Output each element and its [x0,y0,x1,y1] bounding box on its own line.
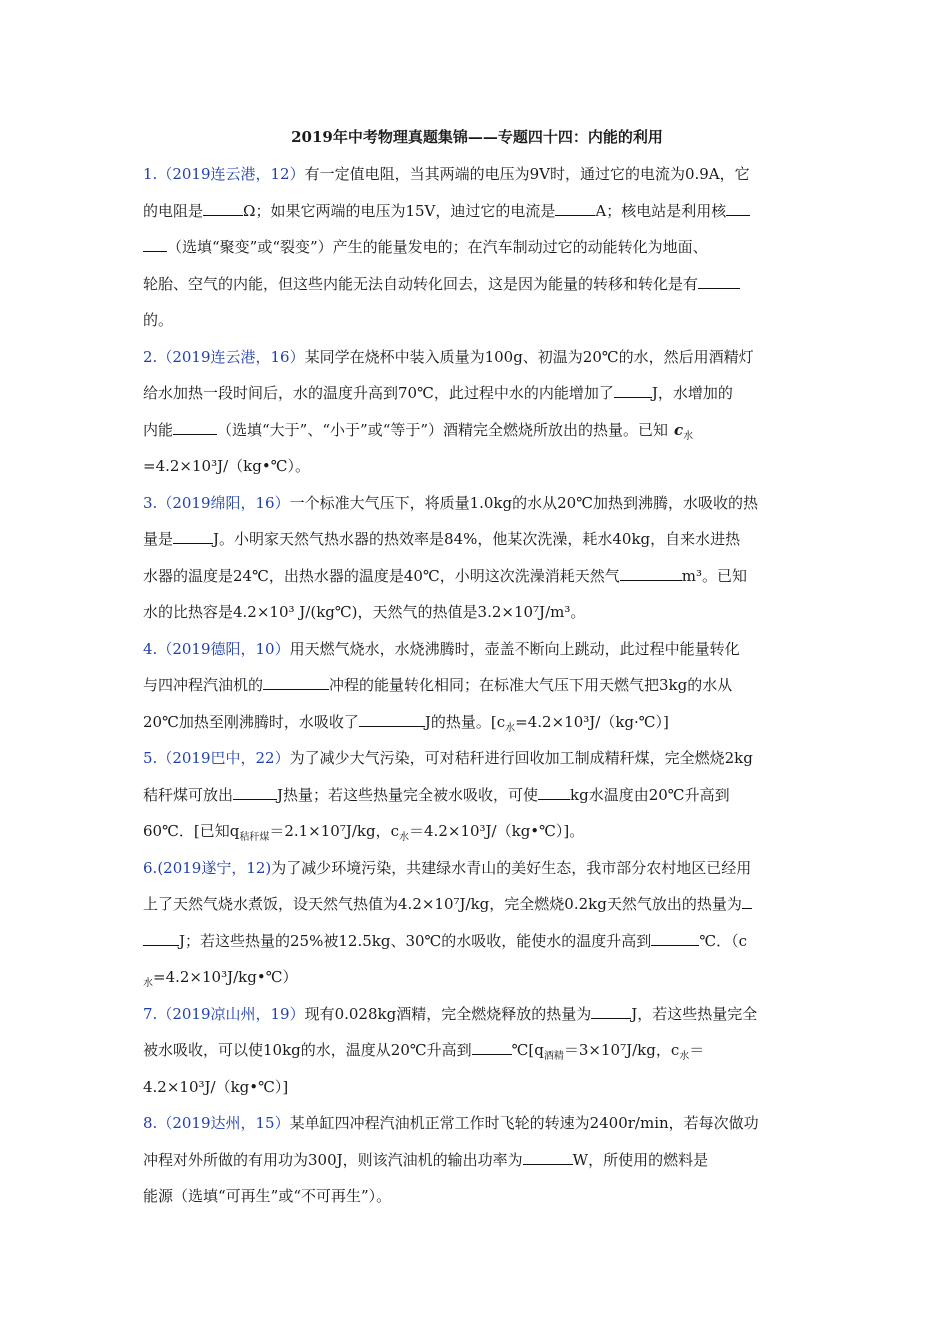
answer-blank[interactable] [143,237,167,252]
answer-blank[interactable] [523,1150,573,1165]
question-7: 7.（2019凉山州，19）现有0.028kg酒精，完全燃烧释放的热量为 J，若这些热量完全 被水吸收，可以使10kg的水，温度从20℃升高到 $℃[q_{酒精}=3\times 10^7J/kg$，$c_水=$ 4.2×10³J/（kg•℃）] [143,1004,758,1096]
question-source: 2.（2019连云港，16） [143,347,305,366]
answer-blank[interactable] [173,529,213,544]
answer-blank[interactable] [591,1004,631,1019]
answer-blank[interactable] [173,420,217,435]
answer-blank[interactable] [359,712,425,727]
answer-blank[interactable] [555,201,595,216]
answer-blank[interactable] [472,1040,512,1055]
answer-blank[interactable] [651,931,699,946]
answer-blank[interactable] [203,201,243,216]
question-5: 5.（2019巴中，22）为了减少大气污染，可对秸秆进行回收加工制成精秆煤，完全燃烧2kg 秸秆煤可放出 J热量；若这些热量完全被水吸收，可使 kg水温度由20℃升高到 60℃．[已知$q_{秸秆煤}=2.1\times 10^7J/kg$，$c_水=4.2\times 10^3J/(kg•℃)$]。 [143,749,753,843]
question-source: 5.（2019巴中，22） [143,749,290,767]
answer-blank[interactable] [742,894,752,909]
answer-blank[interactable] [143,931,179,946]
answer-blank[interactable] [726,201,750,216]
answer-blank[interactable] [233,785,277,800]
answer-blank[interactable] [263,675,329,690]
question-source: 8.（2019达州，15） [143,1114,290,1132]
question-source: 1.（2019连云港，12） [143,165,305,183]
question-source: 3.（2019绵阳，16） [143,493,290,512]
answer-blank[interactable] [620,566,682,581]
page-title: 2019年中考物理真题集锦——专题四十四：内能的利用 [291,128,663,146]
question-4: 4.（2019德阳，10）用天燃气烧水，水烧沸腾时，壶盖不断向上跳动，此过程中能量转化 与四冲程汽油机的 冲程的能量转化相同；在标准大气压下用天燃气把3kg的水从 20℃加热至刚沸腾时，水吸收了 J的热量。$[c_水=4.2\times 10^3J/(kg\cdot℃)]$ [143,639,740,734]
question-2: 2.（2019连云港，16）某同学在烧杯中装入质量为100g、初温为20℃的水，然后用酒精灯 给水加热一段时间后，水的温度升高到70℃，此过程中水的内能增加了 J，水增加的 内能 （选填“大于”、“小于”或“等于”）酒精完全燃烧所放出的热量。已知 $c_水$ =4.2×10³J/（kg•℃）。 [143,347,754,475]
question-3: 3.（2019绵阳，16）一个标准大气压下，将质量1.0kg的水从20℃加热到沸腾，水吸收的热 量是 J。小明家天然气热水器的热效率是84%，他某次洗澡，耗水40kg，自来水进热 水器的温度是24℃，出热水器的温度是40℃，小明这次洗澡消耗天然气 m³。已知 水的比热容是4.2×10³ J/(kg℃)，天然气的热值是3.2×10⁷J/m³。 [143,493,758,621]
question-source: 6.(2019遂宁，12) [143,858,272,877]
document-page [143,122,811,1215]
answer-blank[interactable] [698,274,740,289]
answer-blank[interactable] [614,383,652,398]
question-1: 1.（2019连云港，12）有一定值电阻，当其两端的电压为9V时，通过它的电流为0.9A，它 的电阻是 Ω；如果它两端的电压为15V，迪过它的电流是 A；核电站是利用核 （选填“聚变”或“裂变”）产生的能量发电的；在汽车制动过它的动能转化为地面、 轮胎、空气的内能，但这些内能无法自动转化回去，这是因为能量的转移和转化是有 的。 [143,165,750,329]
question-source: 7.（2019凉山州，19） [143,1004,305,1023]
question-source: 4.（2019德阳，10） [143,639,290,658]
answer-blank[interactable] [538,785,570,800]
question-8: 8.（2019达州，15）某单缸四冲程汽油机正常工作时飞轮的转速为2400r/min，若每次做功 冲程对外所做的有用功为300J，则该汽油机的输出功率为 W，所使用的燃料是 能源（选填“可再生”或“不可再生”）。 [143,1114,759,1205]
question-6: 6.(2019遂宁，12)为了减少环境污染，共建绿水青山的美好生态，我市部分农村地区已经用 上了天然气烧水煮饭，设天然气热值为4.2×10⁷J/kg，完全燃烧0.2kg天然气放出的热量为 J；若这些热量的25%被12.5kg、30℃的水吸收，能使水的温度升高到 ℃．（c $_水$=4.2×10³J/kg•℃） [143,858,752,989]
